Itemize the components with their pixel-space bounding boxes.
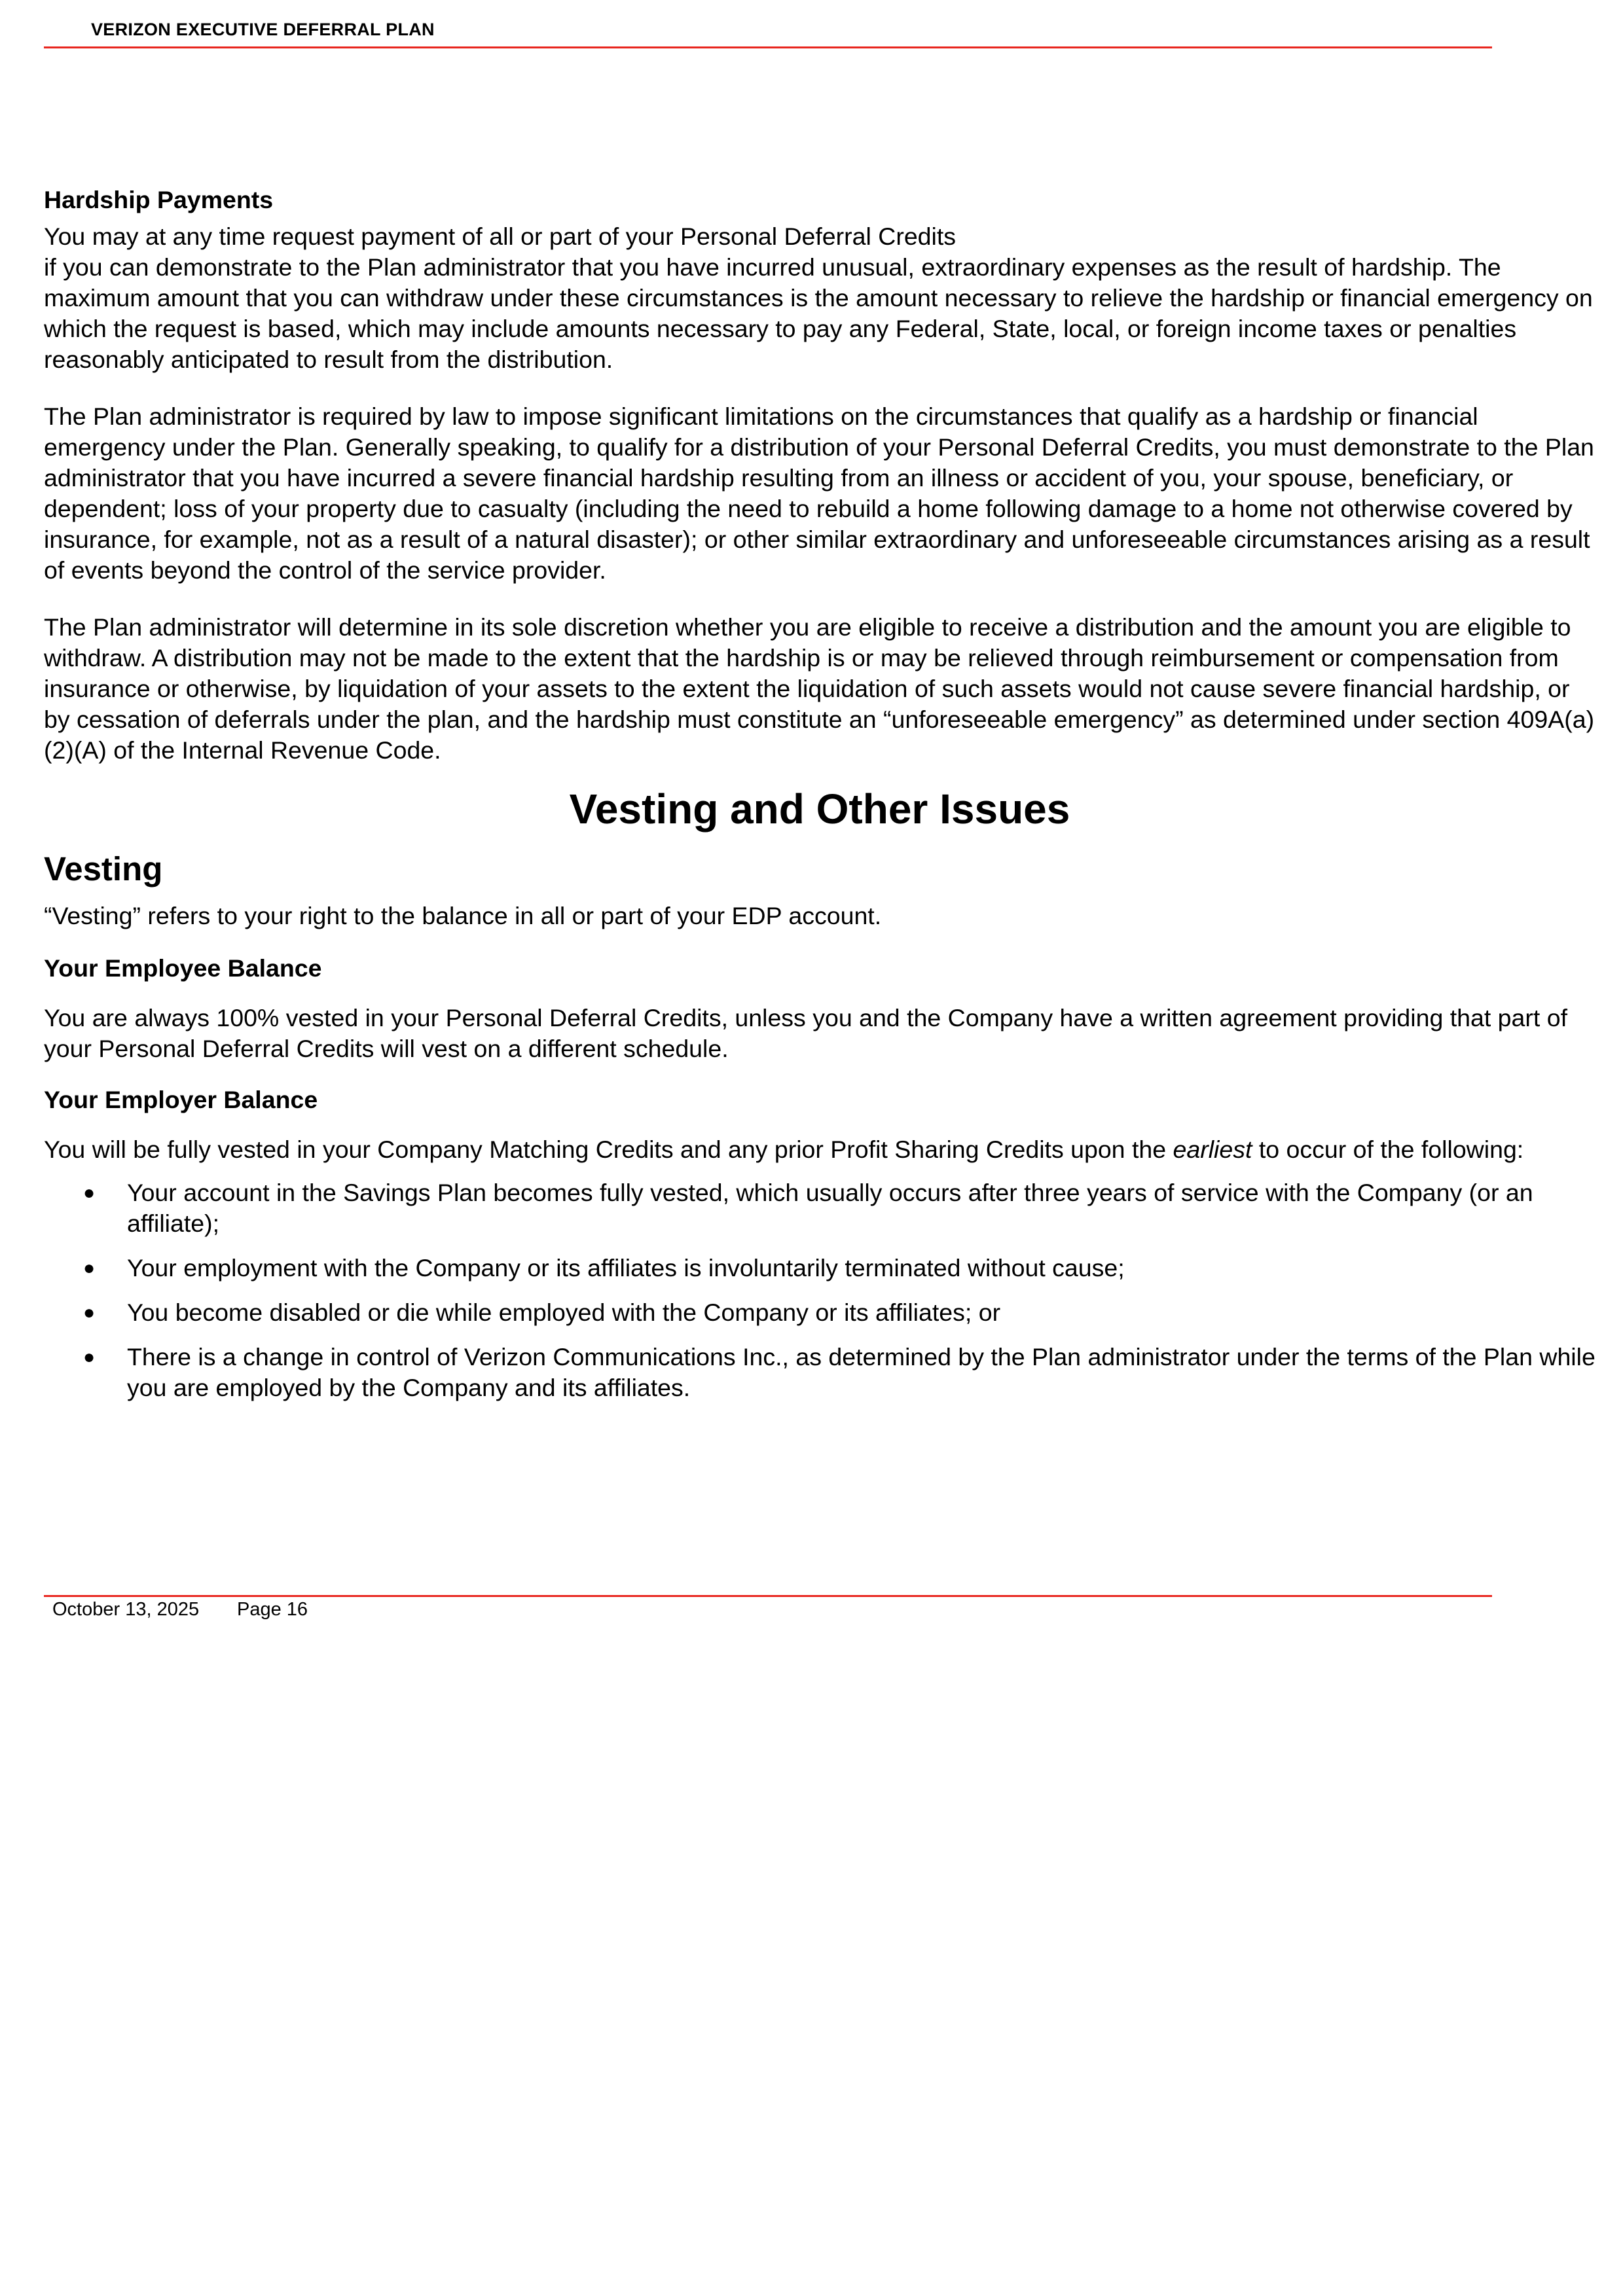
header-rule <box>44 46 1492 48</box>
list-item <box>44 1297 1596 1328</box>
employee-balance-heading: Your Employee Balance <box>44 954 322 982</box>
list-item-text: Your employment with the Company or its affiliates is involuntarily terminated without cause; <box>127 1254 1125 1282</box>
hardship-heading: Hardship Payments <box>44 186 274 213</box>
employer-balance-heading: Your Employer Balance <box>44 1086 318 1113</box>
employee-balance-text: You are always 100% vested in your Personal Deferral Credits, unless you and the Company have a written agreement providing that part of your Personal Deferral Credits will vest on a different schedule. <box>44 1004 1567 1062</box>
page-number: Page 16 <box>237 1599 308 1620</box>
hardship-paragraph-1-rest: if you can demonstrate to the Plan administrator that you have incurred unusual, extraordinary expenses as the result of hardship. The maximum amount that you can withdraw under these circumstances is the amount necessary to relieve the hardship or financial emergency on which the request is based, which may include amounts necessary to pay any Federal, State, local, or foreign income taxes or penalties reasonably anticipated to result from the distribution. <box>44 253 1593 373</box>
list-item-text: Your account in the Savings Plan becomes fully vested, which usually occurs after three years of service with the Company (or an affiliate); <box>127 1179 1533 1237</box>
vesting-conditions-list <box>44 1177 1596 1403</box>
vesting-heading: Vesting <box>44 850 163 888</box>
employer-balance-text <box>44 1134 1596 1165</box>
list-item-text: There is a change in control of Verizon Communications Inc., as determined by the Plan administrator under the terms of the Plan while you are employed by the Company and its affiliates. <box>127 1343 1596 1401</box>
hardship-paragraph-1 <box>44 221 1596 375</box>
main-heading: Vesting and Other Issues <box>569 785 1070 833</box>
vesting-intro: “Vesting” refers to your right to the balance in all or part of your EDP account. <box>44 902 882 929</box>
document-body <box>44 185 1596 1403</box>
bullet-icon: ● <box>83 1302 96 1323</box>
header-title: VERIZON EXECUTIVE DEFERRAL PLAN <box>91 20 435 39</box>
employer-text-after: to occur of the following: <box>1252 1136 1524 1163</box>
hardship-paragraph-2: The Plan administrator is required by law to impose significant limitations on the circumstances that qualify as a hardship or financial emergency under the Plan. Generally speaking, to qualify for a distribution of your Personal Deferral Credits, you must demonstrate to the Plan administrator that you have incurred a severe financial hardship resulting from an illness or accident of you, your spouse, beneficiary, or dependent; loss of your property due to casualty (including the need to rebuild a home following damage to a home not otherwise covered by insurance, for example, not as a result of a natural disaster); or other similar extraordinary and unforeseeable circumstances arising as a result of events beyond the control of the service provider. <box>44 403 1594 584</box>
footer-rule <box>44 1595 1492 1597</box>
footer-date: October 13, 2025 <box>52 1599 200 1620</box>
bullet-icon: ● <box>83 1182 96 1204</box>
list-item-text: You become disabled or die while employed with the Company or its affiliates; or <box>127 1299 1001 1326</box>
employer-text-italic: earliest <box>1173 1136 1252 1163</box>
bullet-icon: ● <box>83 1346 96 1368</box>
list-item <box>44 1177 1596 1239</box>
list-item <box>44 1253 1596 1283</box>
hardship-paragraph-1-line-1: You may at any time request payment of all or part of your Personal Deferral Credits <box>44 223 957 250</box>
bullet-icon: ● <box>83 1257 96 1279</box>
hardship-paragraph-3: The Plan administrator will determine in its sole discretion whether you are eligible to receive a distribution and the amount you are eligible to withdraw. A distribution may not be made to the extent that the hardship is or may be relieved through reimbursement or compensation from insurance or otherwise, by liquidation of your assets to the extent the liquidation of such assets would not cause severe financial hardship, or by cessation of deferrals under the plan, and the hardship must constitute an “unforeseeable emergency” as determined under section 409A(a)(2)(A) of the Internal Revenue Code. <box>44 613 1595 764</box>
employer-text-before: You will be fully vested in your Company Matching Credits and any prior Profit Sharing Credits upon the <box>44 1136 1173 1163</box>
list-item <box>44 1342 1596 1403</box>
